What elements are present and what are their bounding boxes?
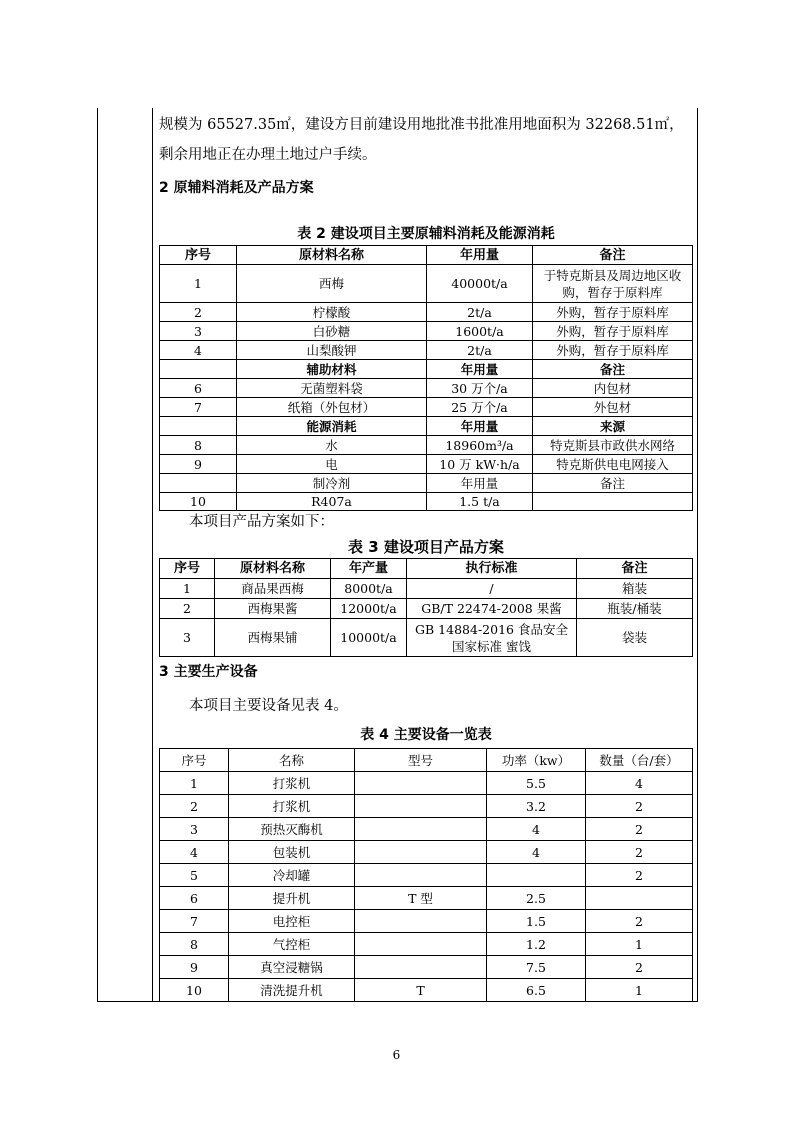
table-row — [160, 818, 693, 841]
table-row — [160, 619, 693, 657]
table-cell: 5.5 — [487, 772, 586, 795]
table-cell: 18960m³/a — [427, 436, 533, 455]
table-cell: 制冷剂 — [237, 474, 427, 493]
table-cell: 6 — [160, 379, 237, 398]
table-header-cell: 原材料名称 — [215, 559, 331, 579]
table-cell: 2 — [586, 841, 693, 864]
table-cell: 特克斯县市政供水网络 — [533, 436, 693, 455]
table-row — [160, 303, 693, 322]
table-cell: 纸箱（外包材） — [237, 398, 427, 417]
table-cell: 预热灭酶机 — [229, 818, 355, 841]
table-2 — [159, 245, 693, 511]
table-cell: 打浆机 — [229, 772, 355, 795]
table-cell: 25 万个/a — [427, 398, 533, 417]
table-cell: 于特克斯县及周边地区收购，暂存于原料库 — [533, 265, 693, 303]
table-row — [160, 864, 693, 887]
table-cell — [355, 795, 487, 818]
table-cell: 山梨酸钾 — [237, 341, 427, 360]
table-cell: 7 — [160, 910, 229, 933]
table-cell: 2t/a — [427, 303, 533, 322]
table-cell — [533, 493, 693, 511]
table-cell — [355, 956, 487, 979]
table-cell — [160, 417, 237, 436]
table-header-cell: 序号 — [160, 749, 229, 772]
table-row — [160, 887, 693, 910]
table-cell: 3.2 — [487, 795, 586, 818]
table-cell: 1.5 — [487, 910, 586, 933]
table-cell: 1 — [160, 772, 229, 795]
table-cell: 40000t/a — [427, 265, 533, 303]
table-cell: 能源消耗 — [237, 417, 427, 436]
table-header-cell: 备注 — [577, 559, 693, 579]
table-cell: 袋装 — [577, 619, 693, 657]
table-cell: 2.5 — [487, 887, 586, 910]
table-header-cell: 原材料名称 — [237, 246, 427, 265]
table-4-header-row — [160, 749, 693, 772]
table-row — [160, 979, 693, 1002]
table-cell: 2 — [160, 795, 229, 818]
table-cell: 4 — [160, 341, 237, 360]
table-cell: 8 — [160, 436, 237, 455]
intro-line-2: 剩余用地正在办理土地过户手续。 — [159, 147, 377, 163]
table-cell: 外购，暂存于原料库 — [533, 303, 693, 322]
table-cell: 瓶装/桶装 — [577, 599, 693, 619]
table-row — [160, 322, 693, 341]
table-row — [160, 579, 693, 599]
table-header-cell: 名称 — [229, 749, 355, 772]
table-cell — [586, 887, 693, 910]
table-cell: 包装机 — [229, 841, 355, 864]
table-cell: 1 — [586, 933, 693, 956]
table-cell: 打浆机 — [229, 795, 355, 818]
table-row — [160, 772, 693, 795]
table-cell: 年用量 — [427, 474, 533, 493]
table-row — [160, 795, 693, 818]
table-cell: 西梅 — [237, 265, 427, 303]
table-row — [160, 474, 693, 493]
table-cell: 电 — [237, 455, 427, 474]
table-cell — [487, 864, 586, 887]
table-3-header-row — [160, 559, 693, 579]
page-content — [159, 108, 693, 1002]
table-cell — [355, 818, 487, 841]
table-2-header-row — [160, 246, 693, 265]
table-cell: 5 — [160, 864, 229, 887]
table-row — [160, 436, 693, 455]
table-cell: 4 — [487, 841, 586, 864]
table-cell: 1 — [160, 265, 237, 303]
table-cell: 清洗提升机 — [229, 979, 355, 1002]
table-header-cell: 序号 — [160, 559, 215, 579]
table-cell — [160, 474, 237, 493]
table-cell: 外购，暂存于原料库 — [533, 341, 693, 360]
table-cell: 10000t/a — [331, 619, 407, 657]
table-header-cell: 执行标准 — [407, 559, 577, 579]
table-cell: 备注 — [533, 474, 693, 493]
table-cell: 1.2 — [487, 933, 586, 956]
table-cell: 内包材 — [533, 379, 693, 398]
table-cell: 真空浸糖锅 — [229, 956, 355, 979]
table-cell: 2 — [586, 795, 693, 818]
table-cell: 6 — [160, 887, 229, 910]
table-row — [160, 265, 693, 303]
product-intro: 本项目产品方案如下： — [189, 514, 334, 530]
table-subheader-row — [160, 417, 693, 436]
table-cell: R407a — [237, 493, 427, 511]
table-cell: 2 — [160, 303, 237, 322]
table-cell: 气控柜 — [229, 933, 355, 956]
table-cell: 30 万个/a — [427, 379, 533, 398]
table-cell: 2 — [160, 599, 215, 619]
table-cell: 3 — [160, 322, 237, 341]
table-cell: 特克斯供电电网接入 — [533, 455, 693, 474]
intro-line-1: 规模为 65527.35㎡，建设方目前建设用地批准书批准用地面积为 32268.51㎡， — [159, 117, 684, 133]
table-row — [160, 956, 693, 979]
table-cell: 柠檬酸 — [237, 303, 427, 322]
table-cell — [355, 864, 487, 887]
table-cell: 4 — [487, 818, 586, 841]
table-2-caption: 表 2 建设项目主要原辅料消耗及能源消耗 — [297, 226, 555, 242]
table-row — [160, 398, 693, 417]
table-cell: 商品果西梅 — [215, 579, 331, 599]
table-cell: 10 — [160, 493, 237, 511]
table-cell: T — [355, 979, 487, 1002]
column-divider — [152, 108, 153, 1001]
table-cell: 1 — [160, 579, 215, 599]
table-cell: 3 — [160, 619, 215, 657]
table-3 — [159, 558, 693, 657]
table-row — [160, 379, 693, 398]
table-row — [160, 493, 693, 511]
table-cell: 7 — [160, 398, 237, 417]
table-row — [160, 933, 693, 956]
table-cell: / — [407, 579, 577, 599]
table-cell: 7.5 — [487, 956, 586, 979]
table-header-cell: 年产量 — [331, 559, 407, 579]
table-cell — [355, 772, 487, 795]
table-cell: 2 — [586, 956, 693, 979]
table-cell: GB/T 22474-2008 果酱 — [407, 599, 577, 619]
section-2-heading: 2 原辅料消耗及产品方案 — [159, 180, 314, 196]
table-cell: 来源 — [533, 417, 693, 436]
table-cell: 辅助材料 — [237, 360, 427, 379]
table-cell: 10 — [160, 979, 229, 1002]
table-row — [160, 455, 693, 474]
table-4 — [159, 748, 693, 1002]
table-cell: 电控柜 — [229, 910, 355, 933]
table-cell: 4 — [160, 841, 229, 864]
table-row — [160, 841, 693, 864]
section-3-text: 本项目主要设备见表 4。 — [189, 698, 348, 714]
table-cell: T 型 — [355, 887, 487, 910]
table-cell: 8 — [160, 933, 229, 956]
table-cell: 1600t/a — [427, 322, 533, 341]
table-cell: 箱装 — [577, 579, 693, 599]
table-cell: 9 — [160, 956, 229, 979]
table-cell: 外包材 — [533, 398, 693, 417]
table-header-cell: 数量（台/套） — [586, 749, 693, 772]
table-cell: 提升机 — [229, 887, 355, 910]
table-cell: 12000t/a — [331, 599, 407, 619]
table-cell: 1.5 t/a — [427, 493, 533, 511]
table-subheader-row — [160, 360, 693, 379]
table-cell: 8000t/a — [331, 579, 407, 599]
table-cell — [160, 360, 237, 379]
table-cell: 1 — [586, 979, 693, 1002]
table-cell: GB 14884-2016 食品安全国家标准 蜜饯 — [407, 619, 577, 657]
table-cell: 2 — [586, 910, 693, 933]
table-4-caption: 表 4 主要设备一览表 — [360, 727, 492, 743]
table-cell: 10 万 kW·h/a — [427, 455, 533, 474]
table-header-cell: 备注 — [533, 246, 693, 265]
table-row — [160, 599, 693, 619]
table-cell: 4 — [586, 772, 693, 795]
table-cell: 西梅果酱 — [215, 599, 331, 619]
table-cell: 3 — [160, 818, 229, 841]
table-cell: 无菌塑料袋 — [237, 379, 427, 398]
table-header-cell: 序号 — [160, 246, 237, 265]
table-cell: 2 — [586, 864, 693, 887]
page-number: 6 — [392, 1048, 401, 1062]
table-row — [160, 341, 693, 360]
table-cell: 2 — [586, 818, 693, 841]
table-cell: 备注 — [533, 360, 693, 379]
table-cell: 9 — [160, 455, 237, 474]
table-cell — [355, 841, 487, 864]
table-cell: 6.5 — [487, 979, 586, 1002]
table-3-caption: 表 3 建设项目产品方案 — [348, 538, 504, 556]
table-cell: 冷却罐 — [229, 864, 355, 887]
table-header-cell: 年用量 — [427, 246, 533, 265]
table-cell: 白砂糖 — [237, 322, 427, 341]
table-cell — [355, 910, 487, 933]
section-3-heading: 3 主要生产设备 — [159, 664, 258, 680]
table-header-cell: 型号 — [355, 749, 487, 772]
table-cell: 外购，暂存于原料库 — [533, 322, 693, 341]
table-cell: 年用量 — [427, 417, 533, 436]
table-cell: 2t/a — [427, 341, 533, 360]
table-cell: 水 — [237, 436, 427, 455]
table-row — [160, 910, 693, 933]
table-cell — [355, 933, 487, 956]
table-cell: 年用量 — [427, 360, 533, 379]
table-cell: 西梅果铺 — [215, 619, 331, 657]
table-header-cell: 功率（kw） — [487, 749, 586, 772]
